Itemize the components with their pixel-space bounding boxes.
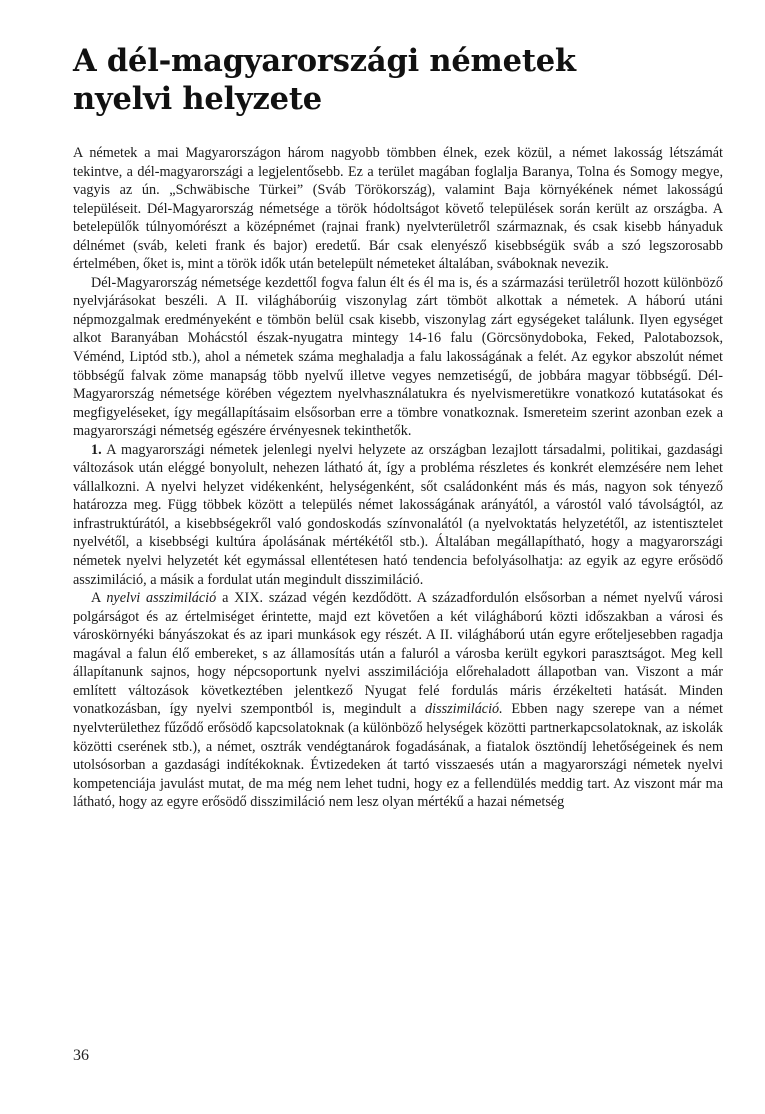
paragraph-settlements: Dél-Magyarország németsége kezdettől fogva falun élt és él ma is, és a származási területről hozott különböző nyelvjárásokat beszéli. A II. világháborúig viszonylag zárt tömböt alkottak a németek. A háború utáni népmozgalmak eredményeként e tömbön belül csak kisebb, viszonylag zárt egységeket találunk. Ilyen egységet alkot Baranyában Mohácstól észak-nyugatra mintegy 14-16 falu (Görcsönydoboka, Feked, Palotabozsok, Véménd, Liptód stb.), ahol a németek száma meghaladja a falu lakosságának a felét. Az egykor abszolút német többségű falvak zöme manapság több nyelvű illetve vegyes nemzetiségű, de jobbára magyar többségű. Dél-Magyarország németsége körében végeztem nyelvhasználatukra és nyelvismeretükre vonatkozó kutatásokat és megfigyeléseket, így megállapításaim elsősorban erre a tömbre vonatkoznak. Ismereteim szerint azonban ezek a magyarországi németség egészére érvényesnek tekinthetők. xyxy=(73,274,723,440)
page-number: 36 xyxy=(73,1047,89,1064)
dissimilation-term: disszimiláció. xyxy=(425,701,503,718)
assimilation-text-2: a XIX. század végén kezdődött. A századfordulón elsősorban a német nyelvű városi polgárságot és az értelmiséget érintette, majd ezt követően a két világháború közti időszakban a városi és városkörnyéki bányászokat és az ipari munkások egy részét. A II. világháború után egyre erőteljesebben ragadja magával a falun élő embereket, s az államosítás után a faluról a városba került egykori parasztságot. Meg kell állapítanunk sajnos, hogy népcsoportunk nyelvi asszimilációja előrehaladott állapotban van. Viszont a már említett változások következtében jelentkező Nyugat felé fordulás máris érzékelteti hatását. Minden vonatkozásban, így nyelvi szempontból is, megindult a xyxy=(73,590,724,718)
paragraph-section-1 xyxy=(73,441,723,589)
paragraph-intro: A németek a mai Magyarországon három nagyobb tömbben élnek, ezek közül, a német lakosság létszámát tekintve, a dél-magyarországi a legjelentősebb. Ez a terület magában foglalja Baranya, Tolna és Somogy megye, vagyis az ún. „Schwäbische Türkei” (Sváb Törökország), valamint Baja környékének német lakosságú településeit. Dél-Magyarország németsége a török hódoltságot követő települések során került az országba. A betelepülők túlnyomórészt a középnémet (rajnai frank) nyelvterületről származnak, és csak kisebb hányaduk délnémet (sváb, keleti frank és bajor) eredetű. Bár csak elenyésző kisebbségük sváb a szó legszorosabb értelmében, őket is, mint a török idők után betelepült németeket általában, sváboknak nevezik. xyxy=(73,145,723,273)
document-page xyxy=(73,42,723,812)
paragraph-assimilation xyxy=(73,589,723,812)
article-title-line-2: nyelvi helyzete xyxy=(73,81,322,117)
section-1-text: A magyarországi németek jelenlegi nyelvi helyzete az országban lezajlott társadalmi, politikai, gazdasági változások után eléggé bonyolult, nehezen látható át, így a probléma részletes és konkrét elemzésére nem lehet vállalkozni. A nyelvi helyzet vidékenként, helységenként, sőt családonként más és más, nagyon sok tényező határozza meg. Függ többek között a település német lakosságának arányától, a várostól való távolságtól, az infrastruktúrától, a kisebbségekről való gondoskodás színvonalától (a nyelvoktatás helyzetétől, az istentisztelet nyelvétől, a kisebbségi kultúra ápolásának mértékétől stb.). Általában megállapítható, hogy a magyarországi németek nyelvi helyzetét két egymással ellentétesen ható tendencia befolyásolhatja: az egyik az egyre erősödő asszimiláció, a másik a fordulat után megindult disszimiláció. xyxy=(73,441,723,588)
assimilation-text-1: A xyxy=(91,590,107,607)
article-title-line-1: A dél-magyarországi németek xyxy=(73,43,576,79)
section-number: 1. xyxy=(91,441,102,458)
assimilation-term: nyelvi asszimiláció xyxy=(106,590,217,607)
article-body xyxy=(73,144,723,812)
article-title xyxy=(73,42,723,118)
assimilation-text-3: Ebben nagy szerepe van a német nyelvterülethez fűződő erősödő kapcsolatoknak (a különböző helységek közötti partnerkapcsolatoknak, az iskolák közötti cserének stb.), a német, osztrák vendégtanárok fogadásának, a fiatalok ösztöndíj lehetőségeinek és nem utolsósorban a gazdasági indítékoknak. Évtizedeken át tartó visszaesés után a magyarországi németek nyelvi kompetenciája javulást mutat, de ma még nem lehet tudni, hogy ez a fellendülés meddig tart. Az viszont már ma látható, hogy az egyre erősödő disszimiláció nem lesz olyan mértékű a hazai németség xyxy=(73,701,723,811)
